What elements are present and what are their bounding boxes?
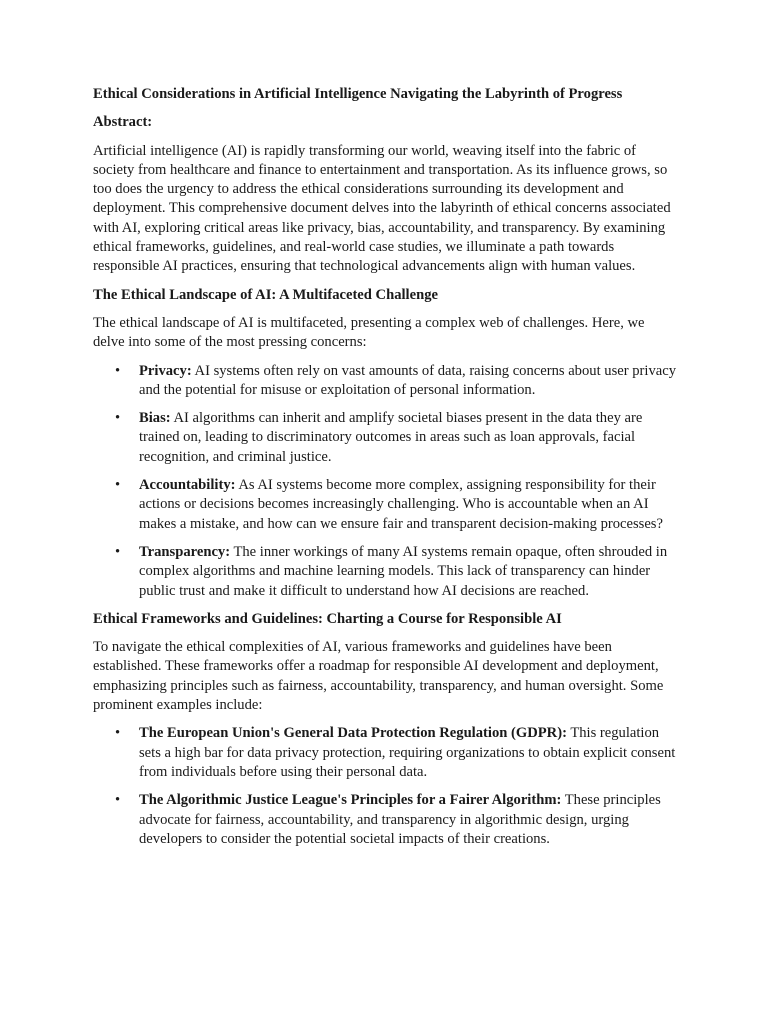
list-item-term: The Algorithmic Justice League's Principles for a Fairer Algorithm:: [139, 792, 562, 809]
section-intro-ethical-landscape: The ethical landscape of AI is multifaceted, presenting a complex web of challenges. Here, we delve into some of the most pressing concerns:: [93, 314, 645, 351]
list-item-term: Transparency:: [139, 543, 231, 560]
list-item-term: The European Union's General Data Protection Regulation (GDPR):: [139, 725, 567, 742]
list-item-accountability: [93, 476, 678, 534]
list-item-gdpr: [93, 724, 678, 782]
concerns-list: [93, 362, 678, 601]
list-item-transparency: [93, 543, 678, 601]
frameworks-list: [93, 724, 678, 849]
list-item-algorithmic-justice-league: [93, 791, 678, 849]
document-title: Ethical Considerations in Artificial Intelligence Navigating the Labyrinth of Progress: [93, 86, 623, 102]
list-item-term: Accountability:: [139, 477, 236, 494]
section-heading-frameworks: Ethical Frameworks and Guidelines: Charting a Course for Responsible AI: [93, 610, 562, 627]
abstract-paragraph: Artificial intelligence (AI) is rapidly transforming our world, weaving itself into the fabric of society from healthcare and finance to entertainment and transportation. As its influence grows, so too does the urgency to address the ethical considerations surrounding its development and deployment. This comprehensive document delves into the labyrinth of ethical concerns associated with AI, exploring critical areas like privacy, bias, accountability, and transparency. By examining ethical frameworks, guidelines, and real-world case studies, we illuminate a path towards responsible AI practices, ensuring that technological advancements align with human values.: [93, 142, 671, 275]
list-item-term: Bias:: [139, 410, 171, 427]
bullet-icon: •: [115, 792, 121, 809]
bullet-icon: •: [115, 725, 121, 742]
abstract-heading: Abstract:: [93, 114, 153, 131]
list-item-privacy: [93, 362, 678, 401]
bullet-icon: •: [115, 362, 121, 379]
bullet-icon: •: [115, 543, 121, 560]
list-item-bias: [93, 409, 678, 467]
list-item-text: The inner workings of many AI systems remain opaque, often shrouded in complex algorithms and machine learning models. This lack of transparency can hinder public trust and make it difficult to understand how AI decisions are reached.: [139, 543, 668, 599]
list-item-term: Privacy:: [139, 362, 192, 379]
list-item-text: As AI systems become more complex, assigning responsibility for their actions or decisions becomes increasingly challenging. Who is accountable when an AI makes a mistake, and how can we ensure fair and transparent decision-making processes?: [139, 477, 663, 532]
list-item-text: This regulation sets a high bar for data privacy protection, requiring organizations to obtain explicit consent from individuals before using their personal data.: [139, 725, 676, 780]
bullet-icon: •: [115, 410, 121, 427]
list-item-text: AI algorithms can inherit and amplify societal biases present in the data they are trained on, leading to discriminatory outcomes in areas such as loan approvals, facial recognition, and criminal justice.: [139, 410, 643, 465]
bullet-icon: •: [115, 477, 121, 494]
section-intro-frameworks: To navigate the ethical complexities of AI, various frameworks and guidelines have been established. These frameworks offer a roadmap for responsible AI development and deployment, emphasizing principles such as fairness, accountability, transparency, and human oversight. Some prominent examples include:: [93, 639, 664, 714]
list-item-text: These principles advocate for fairness, accountability, and transparency in algorithmic design, urging developers to consider the potential societal impacts of their creations.: [139, 792, 661, 847]
list-item-text: AI systems often rely on vast amounts of data, raising concerns about user privacy and the potential for misuse or exploitation of personal information.: [139, 362, 676, 398]
section-heading-ethical-landscape: The Ethical Landscape of AI: A Multifaceted Challenge: [93, 286, 438, 303]
document-page: [93, 85, 678, 858]
